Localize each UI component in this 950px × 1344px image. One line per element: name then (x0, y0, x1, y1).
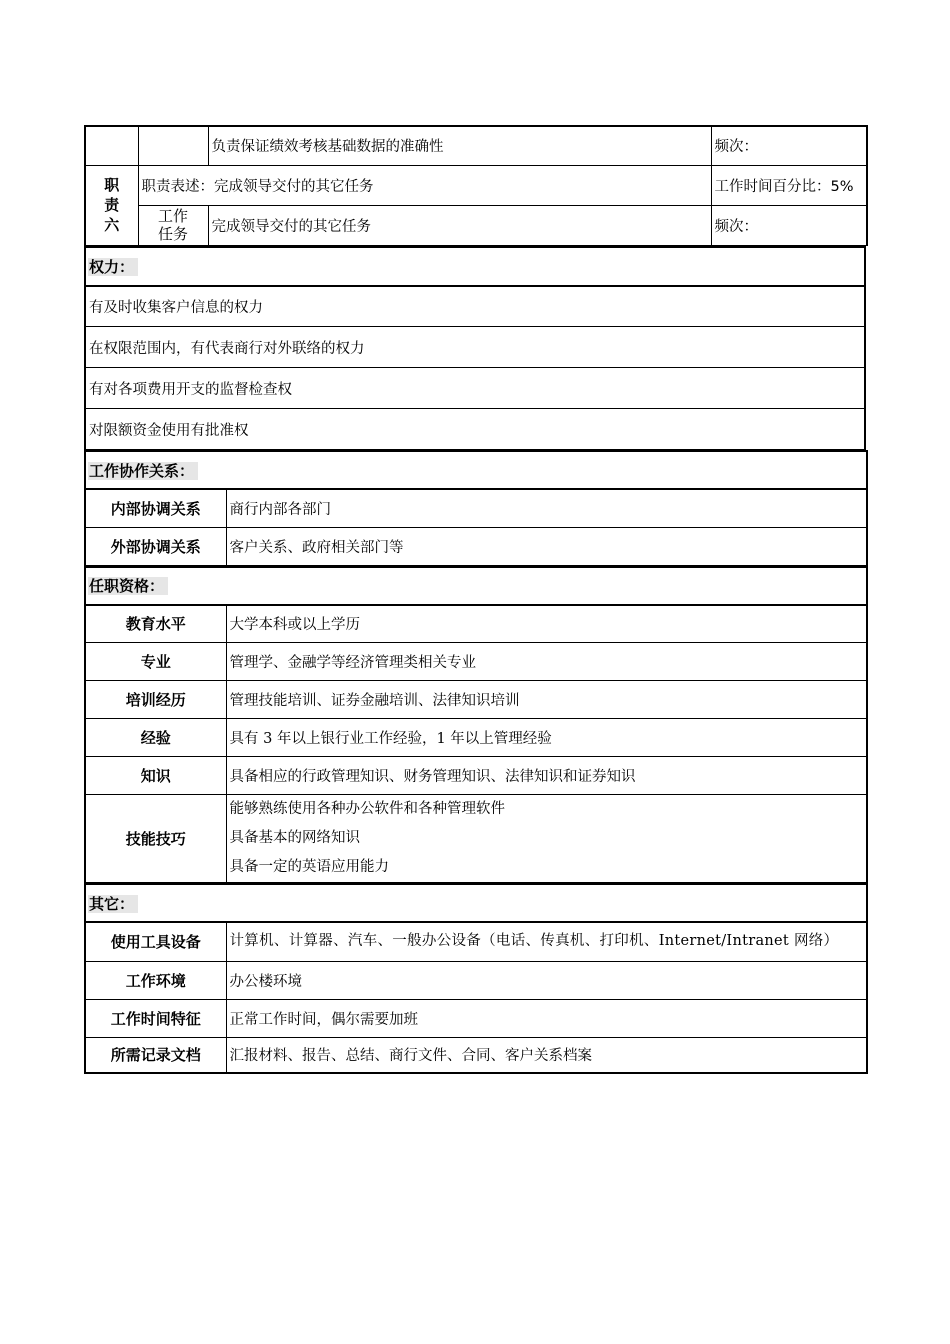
duty6-time-percent: 工作时间百分比：5% (711, 165, 867, 205)
duty6-task-label-text: 工作 任务 (157, 207, 188, 243)
qualification-value: 大学本科或以上学历 (226, 605, 867, 643)
other-value: 正常工作时间，偶尔需要加班 (226, 999, 867, 1037)
authority-title: 权力： (88, 258, 138, 276)
qualification-label: 培训经历 (85, 681, 226, 719)
skills-line: 具备一定的英语应用能力 (229, 859, 389, 875)
qualification-row (85, 757, 867, 795)
cooperation-value: 客户关系、政府相关部门等 (226, 527, 867, 565)
qualification-row (85, 681, 867, 719)
cooperation-title: 工作协作关系： (88, 462, 198, 480)
duty6-desc-row (85, 165, 867, 205)
other-row (85, 999, 867, 1037)
duty6-label-text: 职 责 六 (104, 176, 120, 234)
cooperation-header (85, 451, 867, 489)
authority-table (84, 246, 866, 451)
other-label: 工作时间特征 (85, 999, 226, 1037)
other-row (85, 1037, 867, 1073)
duty6-task-row (85, 205, 867, 245)
cooperation-header-row (85, 451, 867, 489)
duty6-task-text: 完成领导交付的其它任务 (208, 205, 711, 245)
cooperation-table (84, 450, 868, 566)
skills-row (85, 795, 867, 883)
cooperation-label: 内部协调关系 (85, 489, 226, 527)
duty6-description: 职责表述：完成领导交付的其它任务 (138, 165, 711, 205)
qualification-row (85, 605, 867, 643)
cooperation-value: 商行内部各部门 (226, 489, 867, 527)
authority-header (85, 247, 865, 286)
authority-item-text: 在权限范围内，有代表商行对外联络的权力 (85, 327, 865, 368)
other-header-row (85, 884, 867, 922)
authority-item (85, 368, 865, 409)
other-value: 办公楼环境 (226, 961, 867, 999)
other-value: 汇报材料、报告、总结、商行文件、合同、客户关系档案 (226, 1037, 867, 1073)
other-value: 计算机、计算器、汽车、一般办公设备（电话、传真机、打印机、Internet/Intranet 网络） (226, 922, 867, 961)
qualification-label: 经验 (85, 719, 226, 757)
task-text: 负责保证绩效考核基础数据的准确性 (208, 126, 711, 165)
duty6-label (85, 165, 138, 245)
authority-item (85, 409, 865, 450)
authority-item-text: 有及时收集客户信息的权力 (85, 286, 865, 327)
other-row (85, 922, 867, 961)
qualification-label: 教育水平 (85, 605, 226, 643)
duty-label-cell-empty (85, 126, 138, 165)
duty-table (84, 125, 868, 246)
cooperation-row (85, 489, 867, 527)
duty6-frequency-label: 频次： (711, 205, 867, 245)
skills-label: 技能技巧 (85, 795, 226, 883)
skills-line: 具备基本的网络知识 (229, 830, 360, 846)
authority-item-text: 对限额资金使用有批准权 (85, 409, 865, 450)
qualification-value: 具备相应的行政管理知识、财务管理知识、法律知识和证券知识 (226, 757, 867, 795)
authority-header-row (85, 247, 865, 286)
other-label: 工作环境 (85, 961, 226, 999)
authority-item (85, 327, 865, 368)
skills-line: 能够熟练使用各种办公软件和各种管理软件 (229, 801, 505, 817)
qualification-title: 任职资格： (88, 577, 168, 595)
authority-item (85, 286, 865, 327)
qualification-value: 管理技能培训、证券金融培训、法律知识培训 (226, 681, 867, 719)
qualification-value: 管理学、金融学等经济管理类相关专业 (226, 643, 867, 681)
other-row (85, 961, 867, 999)
authority-item-text: 有对各项费用开支的监督检查权 (85, 368, 865, 409)
qualification-header (85, 567, 867, 605)
frequency-label: 频次： (711, 126, 867, 165)
cooperation-label: 外部协调关系 (85, 527, 226, 565)
duty-row-top (85, 126, 867, 165)
other-table (84, 883, 868, 1074)
qualification-row (85, 643, 867, 681)
other-label: 使用工具设备 (85, 922, 226, 961)
job-description-sheet (84, 125, 866, 1074)
other-title: 其它： (88, 895, 138, 913)
skills-lines (226, 795, 867, 883)
qualification-value: 具有 3 年以上银行业工作经验，1 年以上管理经验 (226, 719, 867, 757)
qualification-label: 专业 (85, 643, 226, 681)
other-label: 所需记录文档 (85, 1037, 226, 1073)
qualification-row (85, 719, 867, 757)
cooperation-row (85, 527, 867, 565)
qualification-header-row (85, 567, 867, 605)
qualification-label: 知识 (85, 757, 226, 795)
qualification-table (84, 566, 868, 884)
task-label-cell-empty (138, 126, 208, 165)
duty6-task-label (138, 205, 208, 245)
other-header (85, 884, 867, 922)
